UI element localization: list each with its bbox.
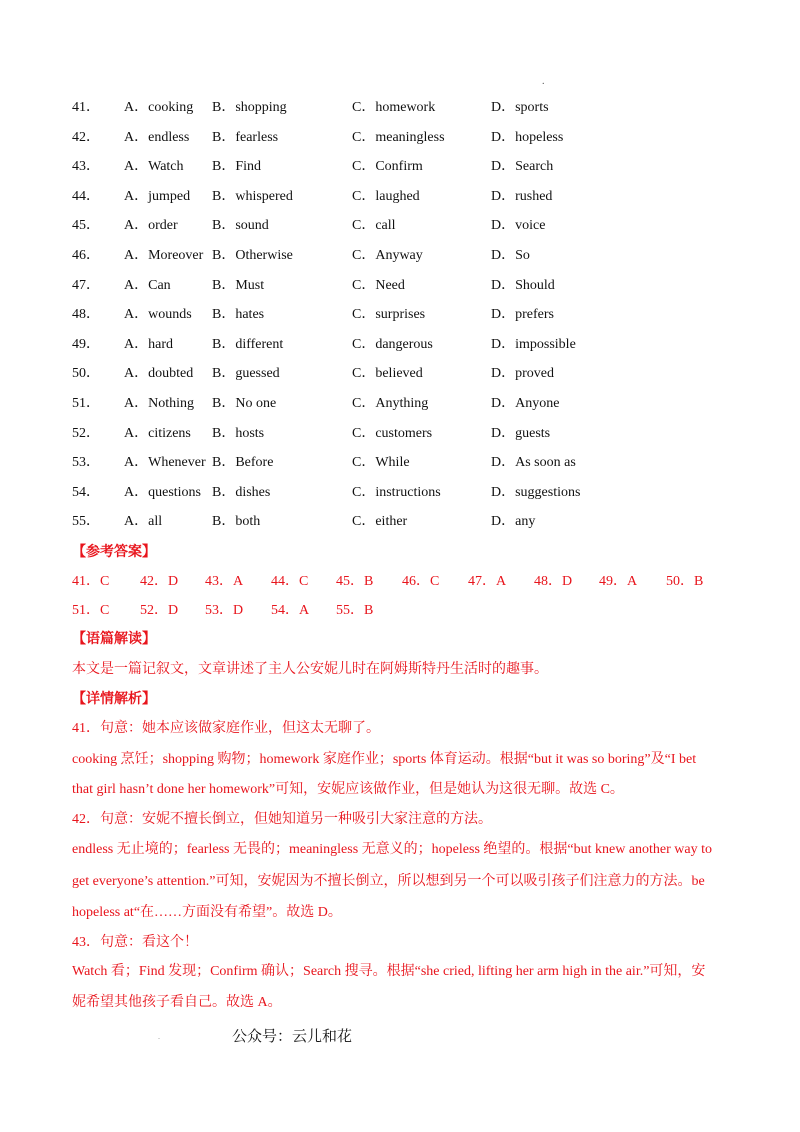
details-heading: 【详情解析】 bbox=[72, 692, 156, 707]
option-b: B．Before bbox=[212, 455, 274, 471]
option-d: D．sports bbox=[491, 100, 549, 115]
question-row bbox=[72, 93, 732, 123]
detail-line: Watch 看；Find 发现；Confirm 确认；Search 搜寻。根据“she cried, lifting her arm high in the air.”可知，安 bbox=[72, 964, 706, 979]
option-c: C．surprises bbox=[352, 307, 426, 323]
question-number: 55． bbox=[72, 514, 100, 530]
option-d: D．proved bbox=[491, 366, 554, 382]
question-row bbox=[72, 241, 732, 271]
answer-item: 48．D bbox=[534, 574, 573, 589]
option-a: A．Watch bbox=[124, 159, 184, 175]
option-c: C．either bbox=[352, 514, 408, 530]
option-b: B．sound bbox=[212, 218, 269, 234]
option-d: D．Anyone bbox=[491, 395, 560, 411]
footer-wechat: 公众号：云儿和花 bbox=[232, 1027, 353, 1045]
option-b: B．different bbox=[212, 336, 284, 352]
option-a: A．Nothing bbox=[124, 395, 194, 411]
answer-item: 53．D bbox=[205, 603, 244, 618]
option-d: D．Search bbox=[491, 159, 554, 175]
option-a: A．Can bbox=[124, 277, 171, 293]
question-row bbox=[72, 478, 732, 508]
answers-row-2 bbox=[72, 599, 732, 619]
question-number: 41． bbox=[72, 100, 100, 115]
option-d: D．So bbox=[491, 247, 530, 263]
question-number: 46． bbox=[72, 247, 100, 263]
option-c: C．call bbox=[352, 218, 396, 234]
question-number: 50． bbox=[72, 366, 100, 382]
option-d: D．impossible bbox=[491, 336, 576, 352]
answer-item: 43．A bbox=[205, 574, 244, 589]
answer-item: 46．C bbox=[402, 574, 440, 589]
detail-line: hopeless at“在……方面没有希望”。故选 D。 bbox=[72, 905, 342, 920]
option-b: B．dishes bbox=[212, 484, 271, 500]
answer-item: 41．C bbox=[72, 574, 110, 589]
answer-item: 49．A bbox=[599, 574, 638, 589]
question-row bbox=[72, 300, 732, 330]
option-c: C．While bbox=[352, 455, 410, 471]
question-number: 52． bbox=[72, 425, 100, 441]
option-d: D．rushed bbox=[491, 188, 553, 204]
option-b: B．both bbox=[212, 514, 261, 530]
passage-heading: 【语篇解读】 bbox=[72, 632, 156, 647]
option-c: C．Need bbox=[352, 277, 405, 293]
answer-item: 47．A bbox=[468, 574, 507, 589]
option-b: B．Must bbox=[212, 277, 265, 293]
scan-dot: . bbox=[542, 76, 545, 87]
question-row bbox=[72, 389, 732, 419]
question-number: 44． bbox=[72, 188, 100, 204]
option-b: B．No one bbox=[212, 395, 277, 411]
option-c: C．meaningless bbox=[352, 129, 445, 145]
option-a: A．cooking bbox=[124, 100, 194, 115]
detail-line: 43．句意：看这个！ bbox=[72, 935, 198, 950]
option-b: B．hosts bbox=[212, 425, 265, 441]
option-a: A．hard bbox=[124, 336, 173, 352]
question-row bbox=[72, 152, 732, 182]
option-a: A．endless bbox=[124, 129, 190, 145]
question-row bbox=[72, 211, 732, 241]
question-number: 45． bbox=[72, 218, 100, 234]
option-b: B．fearless bbox=[212, 129, 279, 145]
question-row bbox=[72, 359, 732, 389]
option-d: D．suggestions bbox=[491, 484, 581, 500]
question-row bbox=[72, 419, 732, 449]
options-list bbox=[72, 93, 732, 537]
option-c: C．instructions bbox=[352, 484, 441, 500]
answer-item: 52．D bbox=[140, 603, 179, 618]
answer-item: 50．B bbox=[666, 574, 704, 589]
option-b: B．guessed bbox=[212, 366, 280, 382]
option-d: D．As soon as bbox=[491, 455, 576, 471]
question-number: 51． bbox=[72, 395, 100, 411]
option-c: C．Anything bbox=[352, 395, 429, 411]
option-a: A．all bbox=[124, 514, 163, 530]
option-b: B．shopping bbox=[212, 100, 287, 115]
option-a: A．wounds bbox=[124, 307, 192, 323]
option-c: C．customers bbox=[352, 425, 433, 441]
option-c: C．believed bbox=[352, 366, 423, 382]
option-c: C．Confirm bbox=[352, 159, 423, 175]
question-number: 53． bbox=[72, 455, 100, 471]
option-c: C．Anyway bbox=[352, 247, 423, 263]
option-b: B．Find bbox=[212, 159, 262, 175]
question-number: 48． bbox=[72, 307, 100, 323]
scan-mark: . bbox=[158, 1032, 160, 1041]
option-a: A．doubted bbox=[124, 366, 194, 382]
question-number: 47． bbox=[72, 277, 100, 293]
option-b: B．Otherwise bbox=[212, 247, 293, 263]
question-number: 43． bbox=[72, 159, 100, 175]
answer-item: 55．B bbox=[336, 603, 374, 618]
option-a: A．Whenever bbox=[124, 455, 206, 471]
option-d: D．guests bbox=[491, 425, 551, 441]
detail-line: 41．句意：她本应该做家庭作业，但这太无聊了。 bbox=[72, 721, 380, 736]
question-number: 49． bbox=[72, 336, 100, 352]
option-a: A．jumped bbox=[124, 188, 191, 204]
option-a: A．citizens bbox=[124, 425, 191, 441]
option-d: D．prefers bbox=[491, 307, 554, 323]
question-number: 42． bbox=[72, 129, 100, 145]
option-d: D．hopeless bbox=[491, 129, 564, 145]
answer-item: 45．B bbox=[336, 574, 374, 589]
option-b: B．whispered bbox=[212, 188, 293, 204]
question-row bbox=[72, 507, 732, 537]
question-row bbox=[72, 330, 732, 360]
answers-row-1 bbox=[72, 570, 732, 590]
question-row bbox=[72, 182, 732, 212]
detail-line: 妮希望其他孩子看自己。故选 A。 bbox=[72, 995, 282, 1010]
option-c: C．homework bbox=[352, 100, 436, 115]
answers-heading: 【参考答案】 bbox=[72, 545, 156, 560]
option-a: A．order bbox=[124, 218, 178, 234]
detail-line: cooking 烹饪；shopping 购物；homework 家庭作业；sports 体育运动。根据“but it was so boring”及“I bet bbox=[72, 752, 697, 767]
answer-item: 54．A bbox=[271, 603, 310, 618]
detail-line: get everyone’s attention.”可知，安妮因为不擅长倒立，所以想到另一个可以吸引孩子们注意力的方法。be bbox=[72, 874, 705, 889]
passage-text: 本文是一篇记叙文，文章讲述了主人公安妮儿时在阿姆斯特丹生活时的趣事。 bbox=[72, 662, 548, 677]
question-row bbox=[72, 448, 732, 478]
question-row bbox=[72, 271, 732, 301]
answer-item: 42．D bbox=[140, 574, 179, 589]
detail-line: 42．句意：安妮不擅长倒立，但她知道另一种吸引大家注意的方法。 bbox=[72, 812, 492, 827]
option-d: D．any bbox=[491, 514, 536, 530]
option-c: C．laughed bbox=[352, 188, 420, 204]
option-a: A．questions bbox=[124, 484, 201, 500]
question-number: 54． bbox=[72, 484, 100, 500]
option-b: B．hates bbox=[212, 307, 265, 323]
option-d: D．voice bbox=[491, 218, 546, 234]
question-row bbox=[72, 123, 732, 153]
detail-line: endless 无止境的；fearless 无畏的；meaningless 无意义的；hopeless 绝望的。根据“but knew another way to bbox=[72, 842, 713, 857]
detail-line: that girl hasn’t done her homework”可知，安妮应该做作业，但是她认为这很无聊。故选 C。 bbox=[72, 782, 624, 797]
option-d: D．Should bbox=[491, 277, 555, 293]
answer-item: 44．C bbox=[271, 574, 309, 589]
option-c: C．dangerous bbox=[352, 336, 433, 352]
answer-item: 51．C bbox=[72, 603, 110, 618]
option-a: A．Moreover bbox=[124, 247, 204, 263]
